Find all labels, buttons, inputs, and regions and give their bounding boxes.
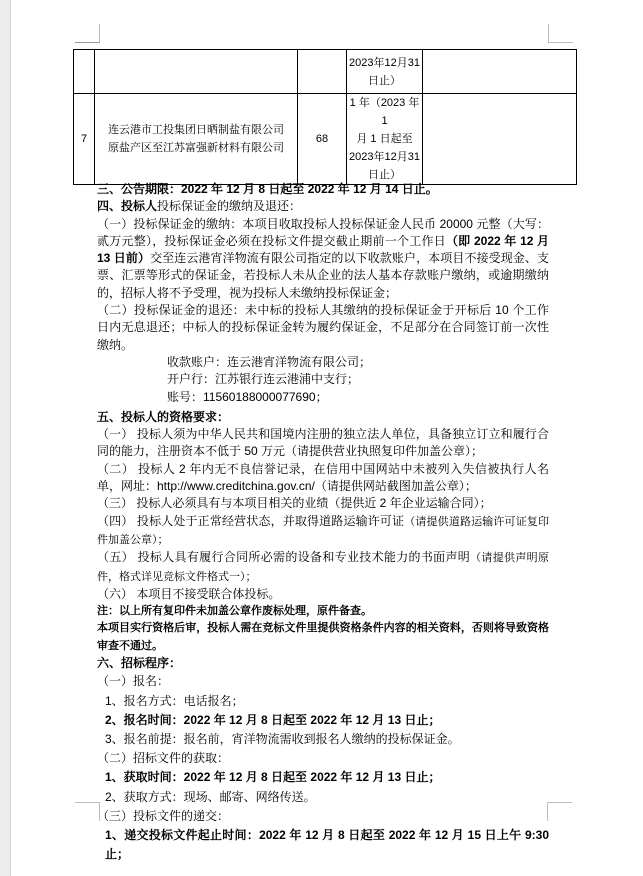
period-line: 日止） xyxy=(368,74,401,87)
margin-corner-mark-top-left xyxy=(75,24,100,43)
qualification-item-4-note: （请提供道路运输许可证复印件加盖公章）； xyxy=(97,515,550,546)
qualification-item-5-note: （请提供声明原件，格式详见竞标文件格式一）； xyxy=(97,552,549,583)
qualification-item-4 xyxy=(97,513,549,550)
procedure-obtain-heading: （二）招标文件的获取： xyxy=(97,751,230,766)
signup-method-line: 1、报名方式：电话报名； xyxy=(105,693,244,708)
section-4-heading xyxy=(97,198,549,215)
procedure-block xyxy=(97,672,549,864)
qualification-item-2: （二） 投标人 2 年内无不良信誉记录，在信用中国网站中未被列入失信被执行人名单，网址：http://www.creditchina.gov.cn/（请提供网站截图加盖公章）； xyxy=(97,461,549,494)
period-line: 日止） xyxy=(368,169,401,181)
submit-time-line: 1、递交投标文件起止时间：2022 年 12 月 8 日起至 2022 年 12 月 15 日上午 9:30 止； xyxy=(105,827,549,862)
company-line: 连云港市工投集团日晒制盐有限公司 xyxy=(108,124,284,136)
section-4-heading-bold: 四、投标人 xyxy=(97,199,158,214)
page-left-gutter xyxy=(0,0,11,876)
period-cell xyxy=(347,50,423,94)
signup-precondition-line: 3、报名前提：报名前，宵洋物流需收到报名人缴纳的投标保证金。 xyxy=(105,731,460,746)
obtain-time-line: 1、获取时间：2022 年 12 月 8 日起至 2022 年 12 月 13 日止； xyxy=(105,770,441,785)
company-cell xyxy=(95,50,298,94)
section-5-heading: 五、投标人的资格要求： xyxy=(97,409,230,424)
remark-cell xyxy=(423,94,577,185)
section-3-heading: 三、公告期限：2022 年 12 月 8 日起至 2022 年 12 月 14 日止。 xyxy=(97,182,438,196)
deposit-deadline-bold: （即 2022 年 12 月 13 日前） xyxy=(97,233,549,266)
remark-cell xyxy=(423,50,577,94)
document-body xyxy=(97,181,549,864)
table-row-previous xyxy=(74,50,577,94)
table-row-7 xyxy=(74,94,577,185)
account-number-line: 账号：11560188000077690； xyxy=(167,389,328,404)
period-line: 月 1 日起至 xyxy=(356,133,413,145)
row-number-cell: 7 xyxy=(74,94,95,185)
qualification-item-1: （一） 投标人须为中华人民共和国境内注册的独立法人单位，具备独立订立和履行合同的能力，注册资本不低于 50 万元（请提供营业执照复印件加盖公章）； xyxy=(97,427,549,459)
section-4-heading-rest: 投标保证金的缴纳及退还： xyxy=(157,199,302,214)
deposit-refund-paragraph: （二）投标保证金的退还：未中标的投标人其缴纳的投标保证金于开标后 10 个工作日内无息退还；中标人的投标保证金转为履约保证金，不足部分在合同签订前一次性缴纳。 xyxy=(97,303,549,352)
row-number-cell xyxy=(74,50,95,94)
qualification-item-4-main: （四） 投标人处于正常经营状态，并取得道路运输许可证 xyxy=(97,513,405,528)
section-6-heading: 六、招标程序： xyxy=(97,656,182,671)
signup-time-line: 2、报名时间：2022 年 12 月 8 日起至 2022 年 12 月 13 日止； xyxy=(105,712,441,727)
procedure-submit-heading: （三）投标文件的递交： xyxy=(97,808,230,823)
account-name-line: 收款账户：连云港宵洋物流有限公司； xyxy=(167,354,372,369)
copy-invalid-note: 注：以上所有复印件未加盖公章作废标处理，原件备查。 xyxy=(97,605,372,618)
qualification-item-3: （三） 投标人必须具有与本项目相关的业绩（提供近 2 年企业运输合同）； xyxy=(97,496,492,511)
quantity-cell: 68 xyxy=(298,94,347,185)
period-line: 2023年12月31 xyxy=(349,56,420,69)
qualification-item-5-main: （五） 投标人具有履行合同所必需的设备和专业技术能力的书面声明 xyxy=(97,550,471,565)
margin-corner-mark-bottom-right xyxy=(547,802,572,821)
margin-corner-mark-top-right xyxy=(548,24,573,43)
schedule-table xyxy=(73,49,577,185)
obtain-method-line: 2、获取方式：现场、邮寄、网络传送。 xyxy=(105,789,316,804)
deposit-payment-text: （一）投标保证金的缴纳：本项目收取投标人投标保证金人民币 20000 元整（大写：贰万元整），投标保证金必须在投标文件提交截止期前一个工作日 xyxy=(97,216,549,248)
period-line: 1 年（2023 年 1 xyxy=(349,97,420,127)
company-line: 原盐产区至江苏富强新材料有限公司 xyxy=(108,142,284,154)
deposit-payment-text-cont: 交至连云港宵洋物流有限公司指定的以下收款账户，本项目不接受现金、支票、汇票等形式的保证金，若投标人未从企业的法人基本存款账户缴纳，或逾期缴纳的，招标人将不予受理，视为投标人未缴纳投标保证金； xyxy=(97,251,549,300)
bank-name-line: 开户行：江苏银行连云港浦中支行； xyxy=(167,372,360,387)
procedure-signup-heading: （一）报名： xyxy=(97,674,170,689)
deposit-payment-paragraph xyxy=(97,216,549,302)
period-line: 2023年12月31 xyxy=(349,151,420,163)
company-cell xyxy=(95,94,298,185)
quantity-cell xyxy=(298,50,347,94)
qualification-item-6: （六） 本项目不接受联合体投标。 xyxy=(97,586,281,601)
post-qualification-note: 本项目实行资格后审，投标人需在竞标文件里提供资格条件内容的相关资料，否则将导致资格审查不通过。 xyxy=(97,622,549,652)
period-cell xyxy=(347,94,423,185)
qualification-item-5 xyxy=(97,549,549,586)
